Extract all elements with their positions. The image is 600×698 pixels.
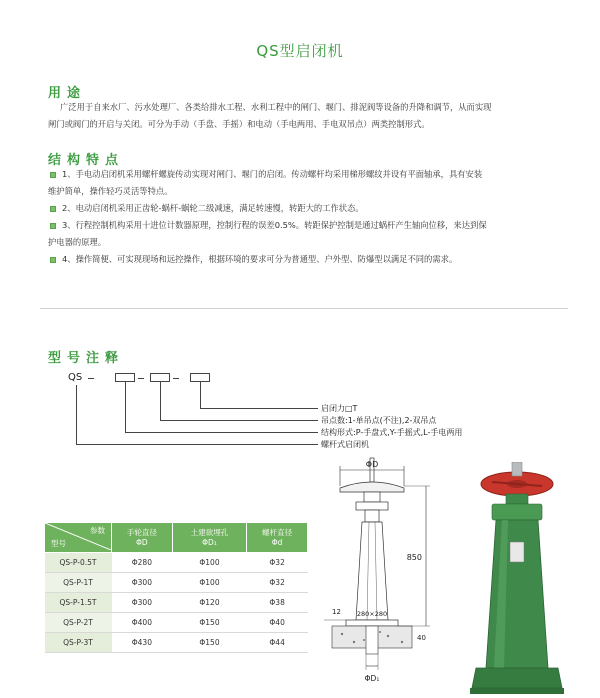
leader-line (160, 420, 318, 421)
table-row: QS-P-1T Φ300 Φ100 Φ32 (45, 573, 308, 593)
features-heading: 结构特点 (48, 153, 125, 168)
bullet-icon (50, 223, 56, 229)
bullet-icon (50, 257, 56, 263)
code-dash (173, 378, 179, 379)
table-row: QS-P-3T Φ430 Φ150 Φ44 (45, 633, 308, 653)
features-list (50, 166, 570, 268)
technical-drawing (318, 456, 448, 696)
table-row: QS-P-1.5T Φ300 Φ120 Φ38 (45, 593, 308, 613)
dim-embed-hole: ΦD₁ (364, 674, 380, 683)
col-header-embed-hole: 土建欲埋孔 ΦD₁ (172, 523, 247, 553)
bullet-icon (50, 206, 56, 212)
usage-line-1: 广泛用于自来水厂、污水处理厂、各类给排水工程、水利工程中的闸门、堰门、排泥阀等设备的升降和调节，从而实现 (60, 102, 492, 112)
leader-line (76, 385, 77, 444)
model-notes-heading: 型号注释 (48, 351, 125, 366)
code-box-points (150, 373, 170, 382)
usage-text (48, 99, 570, 133)
col-header-screw: 螺杆直径 Φd (247, 523, 308, 553)
legend-points: 吊点数:1-单吊点(不注),2-双吊点 (321, 416, 437, 425)
product-photo (462, 462, 572, 698)
corner-param: 参数 (90, 526, 105, 535)
dim-height: 850 (406, 553, 422, 562)
dim-handwheel: ΦD (365, 460, 379, 469)
table-corner (45, 523, 112, 553)
code-box-structure (115, 373, 135, 382)
spec-table (44, 522, 308, 653)
bullet-icon (50, 172, 56, 178)
leader-line (200, 408, 318, 409)
code-box-force (190, 373, 210, 382)
feature-item-4: 4、操作简便、可实现现场和远控操作，根据环境的要求可分为普通型、户外型、防爆型以满足不同的需求。 (50, 251, 570, 268)
code-dash (138, 378, 144, 379)
leader-line (125, 432, 318, 433)
dim-40: 40 (417, 634, 426, 642)
col-header-handwheel: 手轮直径 ΦD (112, 523, 173, 553)
usage-heading: 用途 (48, 86, 87, 101)
corner-model: 型号 (51, 539, 66, 548)
table-row: QS-P-2T Φ400 Φ150 Φ40 (45, 613, 308, 633)
legend-type: 螺杆式启闭机 (321, 440, 369, 449)
leader-line (160, 382, 161, 420)
leader-line (200, 382, 201, 408)
feature-item-3: 3、行程控制机构采用十进位计数器原理，控制行程的误差0.5%。转距保护控制是通过蜗杆产生轴向位移，来达到保 护电器的原理。 (48, 220, 487, 247)
dim-12: 12 (332, 608, 341, 616)
section-divider (40, 308, 568, 309)
page-title: QS型启闭机 (256, 42, 344, 60)
feature-item-2: 2、电动启闭机采用正齿轮-蜗杆-蜗轮二级减速，满足转速慢，转距大的工作状态。 (50, 200, 570, 217)
legend-structure: 结构形式:P-手盘式,Y-手摇式,L-手电两用 (321, 428, 463, 437)
table-row: QS-P-0.5T Φ280 Φ100 Φ32 (45, 553, 308, 573)
leader-line (125, 382, 126, 432)
usage-line-2: 闸门或阀门的开启与关闭。可分为手动（手盘、手摇）和电动（手电两用、手电双吊点）两类控制形式。 (48, 119, 430, 129)
leader-line (76, 444, 318, 445)
feature-item-1: 1、手电动启闭机采用螺杆螺旋传动实现对闸门、堰门的启闭。传动螺杆均采用梯形螺纹并设有平面轴承，具有安装 维护简单，操作轻巧灵活等特点。 (48, 169, 483, 196)
code-dash (88, 378, 94, 379)
dim-base: 280×280 (356, 610, 388, 618)
model-prefix: QS (68, 372, 83, 383)
legend-force: 启闭力□T (321, 404, 358, 413)
